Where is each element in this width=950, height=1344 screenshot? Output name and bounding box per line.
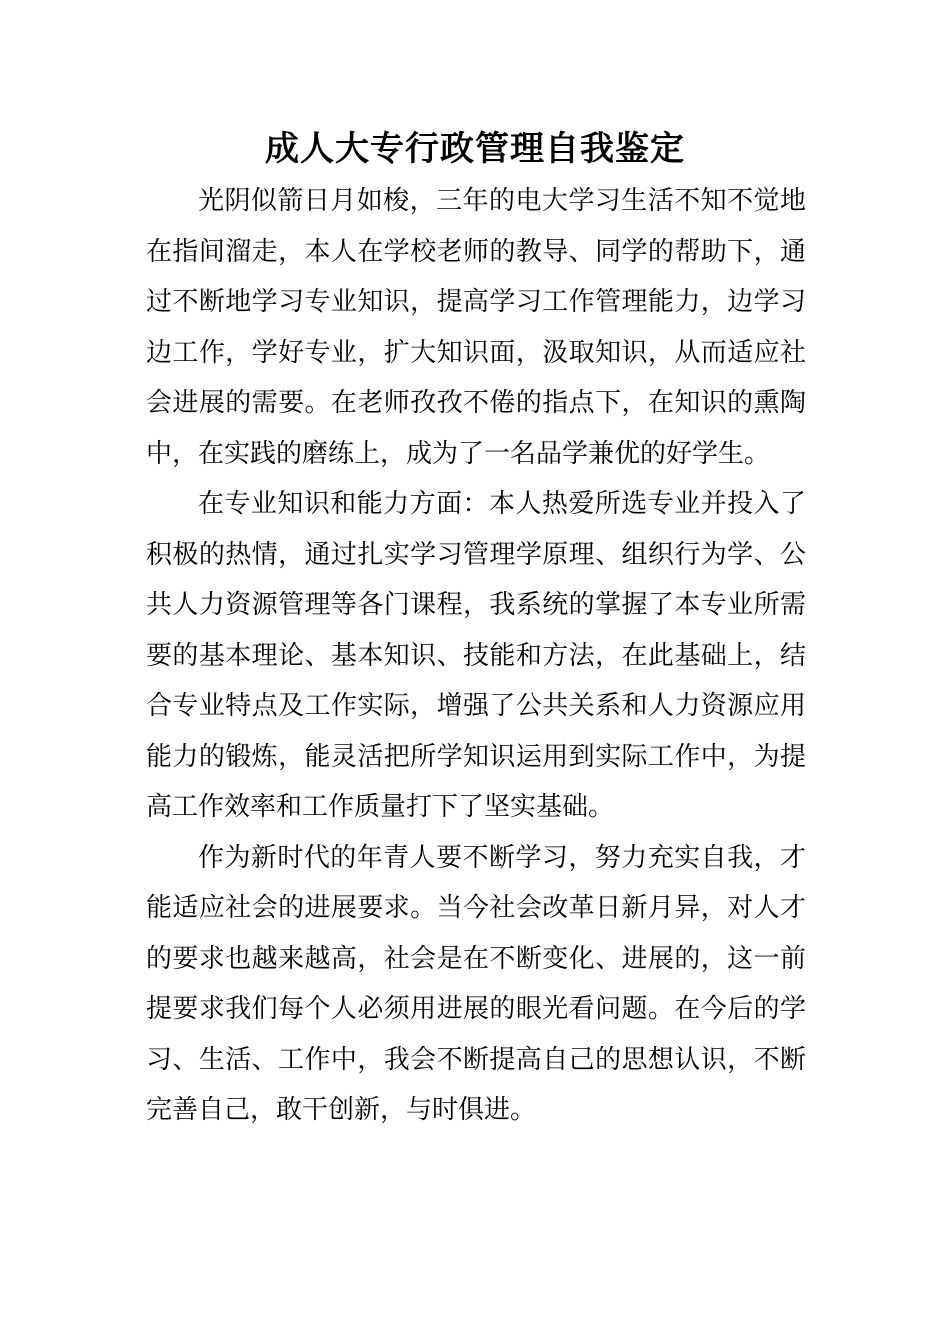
document-title: 成人大专行政管理自我鉴定 xyxy=(265,129,685,169)
paragraph-1: 光阴似箭日月如梭，三年的电大学习生活不知不觉地在指间溜走，本人在学校老师的教导、同学的帮助下，通过不断地学习专业知识，提高学习工作管理能力，边学习边工作，学好专业，扩大知识面，汲取知识，从而适应社会进展的需要。在老师孜孜不倦的指点下，在知识的熏陶中，在实践的磨练上，成为了一名品学兼优的好学生。 xyxy=(146,186,806,469)
document-body xyxy=(146,176,806,1136)
paragraph-3: 作为新时代的年青人要不断学习，努力充实自我，才能适应社会的进展要求。当今社会改革日新月异，对人才的要求也越来越高，社会是在不断变化、进展的，这一前提要求我们每个人必须用进展的眼光看问题。在今后的学习、生活、工作中，我会不断提高自己的思想认识，不断完善自己，敢干创新，与时俱进。 xyxy=(146,842,806,1125)
paragraph-2: 在专业知识和能力方面：本人热爱所选专业并投入了积极的热情，通过扎实学习管理学原理、组织行为学、公共人力资源管理等各门课程，我系统的掌握了本专业所需要的基本理论、基本知识、技能和方法，在此基础上，结合专业特点及工作实际，增强了公共关系和人力资源应用能力的锻炼，能灵活把所学知识运用到实际工作中，为提高工作效率和工作质量打下了坚实基础。 xyxy=(146,489,806,822)
